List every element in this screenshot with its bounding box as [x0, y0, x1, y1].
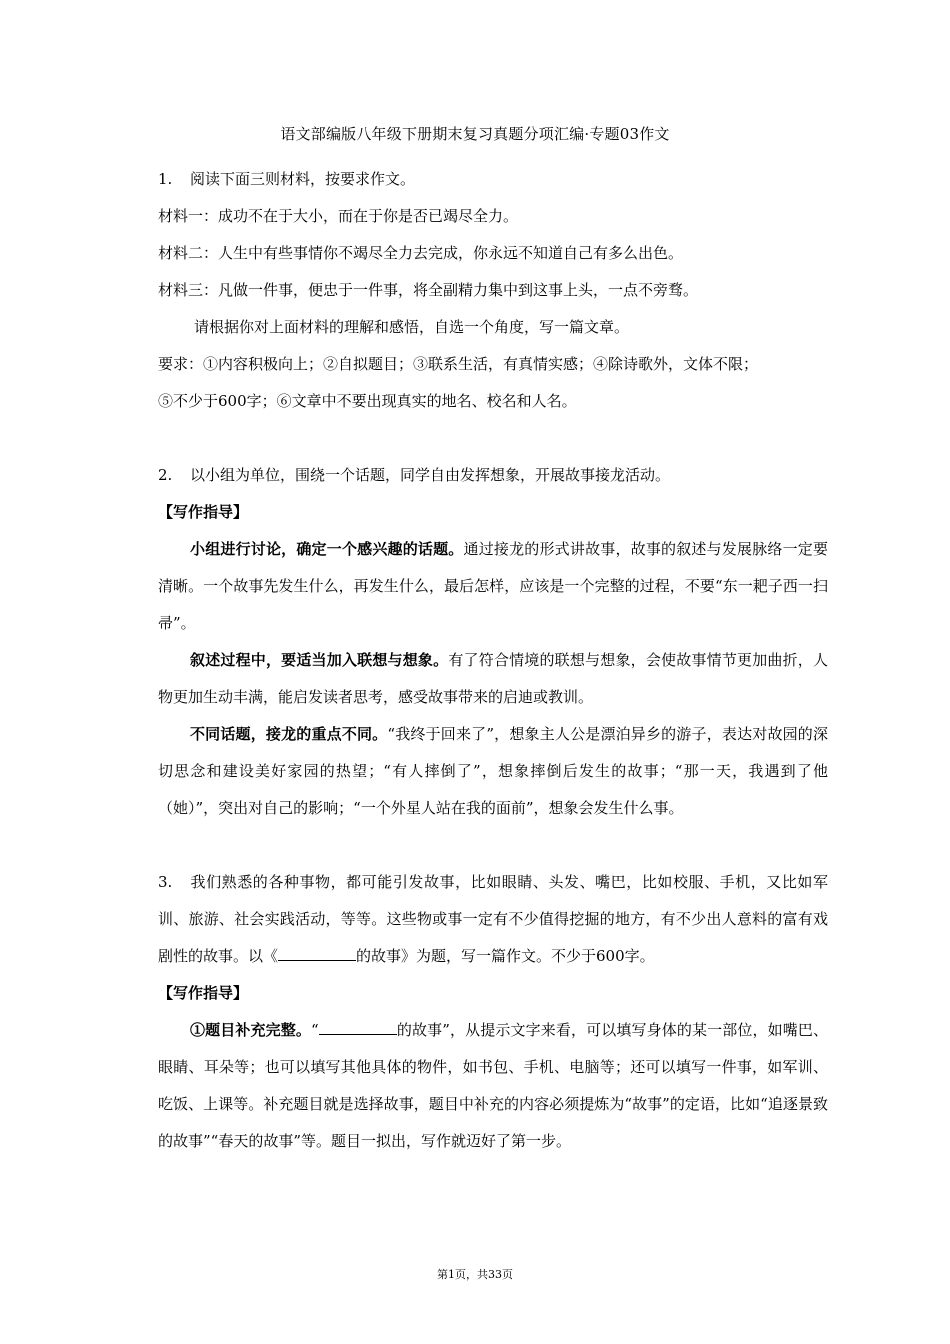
question-1-text: 阅读下面三则材料，按要求作文。 — [190, 170, 416, 188]
material-3: 材料三：凡做一件事，便忠于一件事，将全副精力集中到这事上头，一点不旁骛。 — [158, 281, 699, 299]
question-2-guide-1-text: 通过接龙的形式讲故事，故事的叙述与发展脉络一定要清晰。一个故事先发生什么，再发生什么，最后怎样，应该是一个完整的过程，不要“东一耙子西一扫帚”。 — [158, 540, 828, 632]
fill-in-blank — [278, 945, 356, 961]
question-3-number: 3. — [158, 873, 173, 891]
fill-in-blank — [319, 1019, 397, 1035]
question-3-text-part-1: 我们熟悉的各种事物，都可能引发故事，比如眼睛、头发、嘴巴，比如校服、手机，又比如军训、旅游、社会实践活动，等等。这些物或事一定有不少值得挖掘的地方，有不少出人意料的富有戏剧性的故事。以《 — [158, 873, 828, 965]
question-3-guide-1-text: 的故事”，从提示文字来看，可以填写身体的某一部位，如嘴巴、眼睛、耳朵等；也可以填写其他具体的物件，如书包、手机、电脑等；还可以填写一件事，如军训、吃饭、上课等。补充题目就是选择故事，题目中补充的内容必须提炼为“故事”的定语，比如“追逐景致的故事”“春天的故事”等。题目一拟出，写作就迈好了第一步。 — [158, 1021, 828, 1150]
question-2-guide-2-bold: 叙述过程中，要适当加入联想与想象。 — [190, 651, 449, 669]
question-3-guide-1-bold: ①题目补充完整。 — [190, 1021, 312, 1039]
question-2-text: 以小组为单位，围绕一个话题，同学自由发挥想象，开展故事接龙活动。 — [190, 466, 671, 484]
question-2-guide-paragraph-3 — [158, 716, 828, 827]
question-3-guide-1-open-quote: “ — [311, 1021, 319, 1039]
question-2-prompt — [158, 457, 828, 494]
question-1-requirements-line-2: ⑤不少于600字；⑥文章中不要出现真实的地名、校名和人名。 — [158, 392, 577, 410]
page-title: 语文部编版八年级下册期末复习真题分项汇编·专题03作文 — [280, 125, 670, 143]
document-body — [158, 161, 828, 1160]
material-1: 材料一：成功不在于大小，而在于你是否已竭尽全力。 — [158, 207, 519, 225]
question-2-guide-paragraph-2 — [158, 642, 828, 716]
question-3-guide-heading: 【写作指导】 — [158, 984, 249, 1002]
question-2-guide-3-bold: 不同话题，接龙的重点不同。 — [190, 725, 388, 743]
question-3-guide-paragraph-1 — [158, 1012, 828, 1160]
question-2-number: 2. — [158, 466, 173, 484]
question-1-number: 1. — [158, 170, 173, 188]
question-2-guide-1-bold: 小组进行讨论，确定一个感兴趣的话题。 — [190, 540, 464, 558]
page-footer: 第1页，共33页 — [437, 1268, 513, 1281]
spacer — [158, 827, 828, 864]
question-1-instruction: 请根据你对上面材料的理解和感悟，自选一个角度，写一篇文章。 — [194, 318, 630, 336]
material-2: 材料二：人生中有些事情你不竭尽全力去完成，你永远不知道自己有多么出色。 — [158, 244, 684, 262]
question-1-prompt — [158, 161, 828, 198]
question-2-guide-paragraph-1 — [158, 531, 828, 642]
question-2-guide-3-text: “我终于回来了”，想象主人公是漂泊异乡的游子，表达对故园的深切思念和建设美好家园的热望；“有人摔倒了”，想象摔倒后发生的故事；“那一天，我遇到了他（她）”，突出对自己的影响；“一个外星人站在我的面前”，想象会发生什么事。 — [158, 725, 828, 817]
question-2-guide-2-text: 有了符合情境的联想与想象，会使故事情节更加曲折，人物更加生动丰满，能启发读者思考，感受故事带来的启迪或教训。 — [158, 651, 828, 706]
spacer — [158, 420, 828, 457]
question-2-guide-heading: 【写作指导】 — [158, 503, 249, 521]
question-3-text-part-2: 的故事》为题，写一篇作文。不少于600字。 — [356, 947, 655, 965]
question-1-requirements-line-1: 要求：①内容积极向上；②自拟题目；③联系生活，有真情实感；④除诗歌外，文体不限； — [158, 355, 759, 373]
question-3-prompt — [158, 864, 828, 975]
